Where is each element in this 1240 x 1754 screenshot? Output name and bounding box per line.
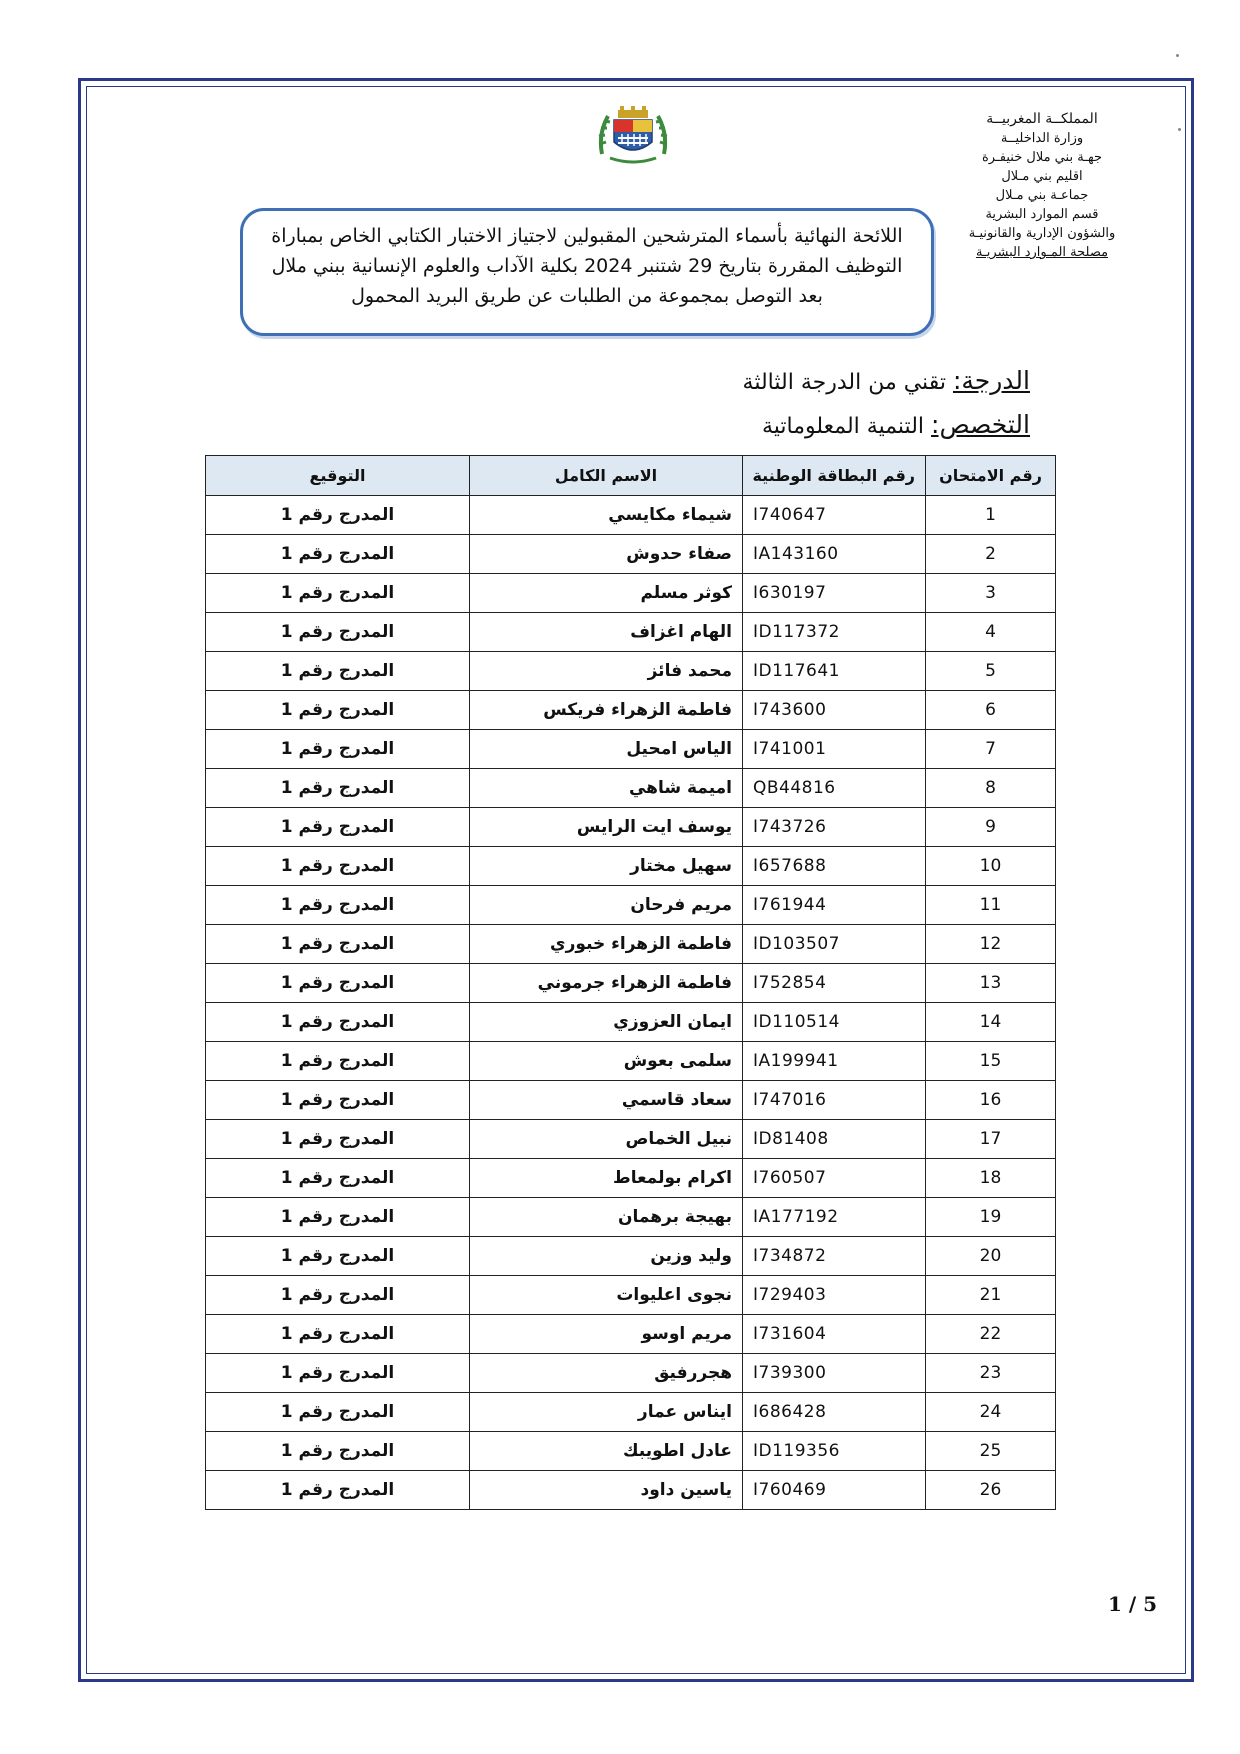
cell-full-name: يوسف ايت الرايس — [470, 808, 743, 847]
cell-full-name: وليد وزين — [470, 1237, 743, 1276]
cell-full-name: الياس امحيل — [470, 730, 743, 769]
cell-signature: المدرج رقم 1 — [206, 1354, 470, 1393]
scan-speck — [1176, 54, 1179, 57]
table-row — [206, 1198, 1056, 1237]
cell-signature: المدرج رقم 1 — [206, 535, 470, 574]
cell-exam-number: 19 — [926, 1198, 1056, 1237]
cell-full-name: الهام اغزاف — [470, 613, 743, 652]
header-signature: التوقيع — [206, 456, 470, 496]
cell-signature: المدرج رقم 1 — [206, 808, 470, 847]
table-header-row — [206, 456, 1056, 496]
table-row — [206, 652, 1056, 691]
cell-signature: المدرج رقم 1 — [206, 1432, 470, 1471]
cell-exam-number: 11 — [926, 886, 1056, 925]
cell-exam-number: 21 — [926, 1276, 1056, 1315]
cell-full-name: سلمى بعوش — [470, 1042, 743, 1081]
table-row — [206, 535, 1056, 574]
table-row — [206, 1276, 1056, 1315]
table-row — [206, 496, 1056, 535]
table-row — [206, 1432, 1056, 1471]
cell-cin: ID110514 — [743, 1003, 926, 1042]
cell-exam-number: 10 — [926, 847, 1056, 886]
cell-cin: I739300 — [743, 1354, 926, 1393]
announcement-line-1: اللائحة النهائية بأسماء المترشحين المقبولين لاجتياز الاختبار الكتابي الخاص بمباراة — [271, 225, 903, 247]
cell-signature: المدرج رقم 1 — [206, 847, 470, 886]
table-row — [206, 1237, 1056, 1276]
grade-field — [743, 366, 1030, 395]
cell-cin: I740647 — [743, 496, 926, 535]
table-row — [206, 1393, 1056, 1432]
cell-full-name: ايناس عمار — [470, 1393, 743, 1432]
table-row — [206, 691, 1056, 730]
cell-signature: المدرج رقم 1 — [206, 691, 470, 730]
cell-full-name: بهيجة برهمان — [470, 1198, 743, 1237]
cell-signature: المدرج رقم 1 — [206, 613, 470, 652]
table-row — [206, 808, 1056, 847]
cell-full-name: اكرام بولمعاط — [470, 1159, 743, 1198]
table-row — [206, 1159, 1056, 1198]
cell-signature: المدرج رقم 1 — [206, 925, 470, 964]
table-row — [206, 886, 1056, 925]
header-full-name: الاسم الكامل — [470, 456, 743, 496]
header-line-kingdom: المملكــة المغربيــة — [986, 111, 1098, 127]
cell-exam-number: 18 — [926, 1159, 1056, 1198]
cell-signature: المدرج رقم 1 — [206, 1315, 470, 1354]
cell-signature: المدرج رقم 1 — [206, 1471, 470, 1510]
cell-exam-number: 26 — [926, 1471, 1056, 1510]
table-row — [206, 925, 1056, 964]
cell-full-name: محمد فائز — [470, 652, 743, 691]
cell-cin: ID103507 — [743, 925, 926, 964]
cell-full-name: مريم اوسو — [470, 1315, 743, 1354]
cell-exam-number: 22 — [926, 1315, 1056, 1354]
cell-exam-number: 24 — [926, 1393, 1056, 1432]
cell-exam-number: 16 — [926, 1081, 1056, 1120]
grade-value: تقني من الدرجة الثالثة — [742, 370, 953, 395]
header-cin: رقم البطاقة الوطنية — [743, 456, 926, 496]
cell-cin: I743726 — [743, 808, 926, 847]
announcement-line-2: التوظيف المقررة بتاريخ 29 شتنبر 2024 بكلية الآداب والعلوم الإنسانية ببني ملال — [271, 255, 903, 277]
cell-signature: المدرج رقم 1 — [206, 1276, 470, 1315]
table-row — [206, 1354, 1056, 1393]
header-line-affairs: والشؤون الإدارية والقانونيـة — [968, 226, 1116, 241]
table-row — [206, 730, 1056, 769]
cell-signature: المدرج رقم 1 — [206, 769, 470, 808]
cell-signature: المدرج رقم 1 — [206, 1042, 470, 1081]
cell-cin: I734872 — [743, 1237, 926, 1276]
grade-label: الدرجة: — [952, 366, 1030, 395]
cell-exam-number: 8 — [926, 769, 1056, 808]
cell-full-name: فاطمة الزهراء فريكس — [470, 691, 743, 730]
table-row — [206, 613, 1056, 652]
cell-signature: المدرج رقم 1 — [206, 574, 470, 613]
cell-full-name: عادل اطويبك — [470, 1432, 743, 1471]
cell-signature: المدرج رقم 1 — [206, 1198, 470, 1237]
cell-cin: QB44816 — [743, 769, 926, 808]
cell-exam-number: 1 — [926, 496, 1056, 535]
header-line-division: قسم الموارد البشرية — [985, 207, 1099, 222]
cell-cin: I743600 — [743, 691, 926, 730]
cell-cin: IA143160 — [743, 535, 926, 574]
cell-cin: I760507 — [743, 1159, 926, 1198]
cell-cin: I760469 — [743, 1471, 926, 1510]
candidates-table — [205, 455, 1056, 1510]
cell-exam-number: 20 — [926, 1237, 1056, 1276]
cell-full-name: كوثر مسلم — [470, 574, 743, 613]
cell-cin: I657688 — [743, 847, 926, 886]
header-line-commune: جماعـة بني مـلال — [995, 188, 1089, 203]
cell-signature: المدرج رقم 1 — [206, 1120, 470, 1159]
cell-full-name: هجررفيق — [470, 1354, 743, 1393]
cell-full-name: فاطمة الزهراء خبوري — [470, 925, 743, 964]
cell-cin: I747016 — [743, 1081, 926, 1120]
cell-full-name: نجوى اعليوات — [470, 1276, 743, 1315]
table-body — [206, 496, 1056, 1510]
cell-full-name: اميمة شاهي — [470, 769, 743, 808]
cell-full-name: فاطمة الزهراء جرموني — [470, 964, 743, 1003]
cell-exam-number: 5 — [926, 652, 1056, 691]
cell-cin: I731604 — [743, 1315, 926, 1354]
specialty-field — [762, 410, 1030, 439]
cell-signature: المدرج رقم 1 — [206, 1393, 470, 1432]
cell-cin: IA177192 — [743, 1198, 926, 1237]
table-row — [206, 574, 1056, 613]
cell-exam-number: 25 — [926, 1432, 1056, 1471]
cell-signature: المدرج رقم 1 — [206, 1159, 470, 1198]
table-row — [206, 1120, 1056, 1159]
cell-signature: المدرج رقم 1 — [206, 1237, 470, 1276]
cell-exam-number: 12 — [926, 925, 1056, 964]
cell-full-name: مريم فرحان — [470, 886, 743, 925]
cell-signature: المدرج رقم 1 — [206, 886, 470, 925]
cell-cin: I752854 — [743, 964, 926, 1003]
cell-cin: ID117641 — [743, 652, 926, 691]
cell-exam-number: 13 — [926, 964, 1056, 1003]
specialty-label: التخصص: — [931, 410, 1030, 439]
cell-exam-number: 3 — [926, 574, 1056, 613]
municipal-coat-of-arms-icon — [596, 104, 670, 166]
cell-exam-number: 9 — [926, 808, 1056, 847]
table-row — [206, 1081, 1056, 1120]
cell-cin: I741001 — [743, 730, 926, 769]
header-exam-number: رقم الامتحان — [926, 456, 1056, 496]
cell-exam-number: 7 — [926, 730, 1056, 769]
cell-exam-number: 23 — [926, 1354, 1056, 1393]
cell-signature: المدرج رقم 1 — [206, 1081, 470, 1120]
cell-full-name: ايمان العزوزي — [470, 1003, 743, 1042]
cell-full-name: ياسين داود — [470, 1471, 743, 1510]
table-row — [206, 1315, 1056, 1354]
table-row — [206, 847, 1056, 886]
cell-signature: المدرج رقم 1 — [206, 652, 470, 691]
cell-cin: I761944 — [743, 886, 926, 925]
cell-full-name: شيماء مكايسي — [470, 496, 743, 535]
header-line-region: جهـة بني ملال خنيفـرة — [982, 150, 1102, 165]
cell-cin: IA199941 — [743, 1042, 926, 1081]
table-row — [206, 964, 1056, 1003]
specialty-value: التنمية المعلوماتية — [761, 414, 932, 439]
cell-cin: ID117372 — [743, 613, 926, 652]
cell-exam-number: 6 — [926, 691, 1056, 730]
table-row — [206, 1042, 1056, 1081]
cell-cin: I686428 — [743, 1393, 926, 1432]
cell-cin: ID119356 — [743, 1432, 926, 1471]
cell-full-name: سهيل مختار — [470, 847, 743, 886]
cell-exam-number: 15 — [926, 1042, 1056, 1081]
table-row — [206, 1003, 1056, 1042]
scan-speck — [1178, 128, 1181, 131]
cell-full-name: سعاد قاسمي — [470, 1081, 743, 1120]
cell-signature: المدرج رقم 1 — [206, 730, 470, 769]
cell-full-name: نبيل الخماص — [470, 1120, 743, 1159]
cell-signature: المدرج رقم 1 — [206, 496, 470, 535]
table-row — [206, 769, 1056, 808]
cell-cin: ID81408 — [743, 1120, 926, 1159]
cell-exam-number: 2 — [926, 535, 1056, 574]
announcement-line-3: بعد التوصل بمجموعة من الطلبات عن طريق البريد المحمول — [351, 285, 823, 307]
header-line-ministry: وزارة الداخليــة — [1000, 131, 1084, 146]
header-line-service: مصلحة المـوارد البشريـة — [975, 245, 1109, 260]
cell-exam-number: 4 — [926, 613, 1056, 652]
announcement-title-box — [240, 208, 934, 336]
cell-full-name: صفاء حدوش — [470, 535, 743, 574]
cell-cin: I630197 — [743, 574, 926, 613]
page-number: 1 / 5 — [1108, 1592, 1158, 1616]
cell-signature: المدرج رقم 1 — [206, 1003, 470, 1042]
cell-signature: المدرج رقم 1 — [206, 964, 470, 1003]
cell-exam-number: 14 — [926, 1003, 1056, 1042]
cell-exam-number: 17 — [926, 1120, 1056, 1159]
ministry-header — [942, 110, 1142, 262]
cell-cin: I729403 — [743, 1276, 926, 1315]
header-line-province: اقليم بني مـلال — [1001, 169, 1083, 184]
table-row — [206, 1471, 1056, 1510]
